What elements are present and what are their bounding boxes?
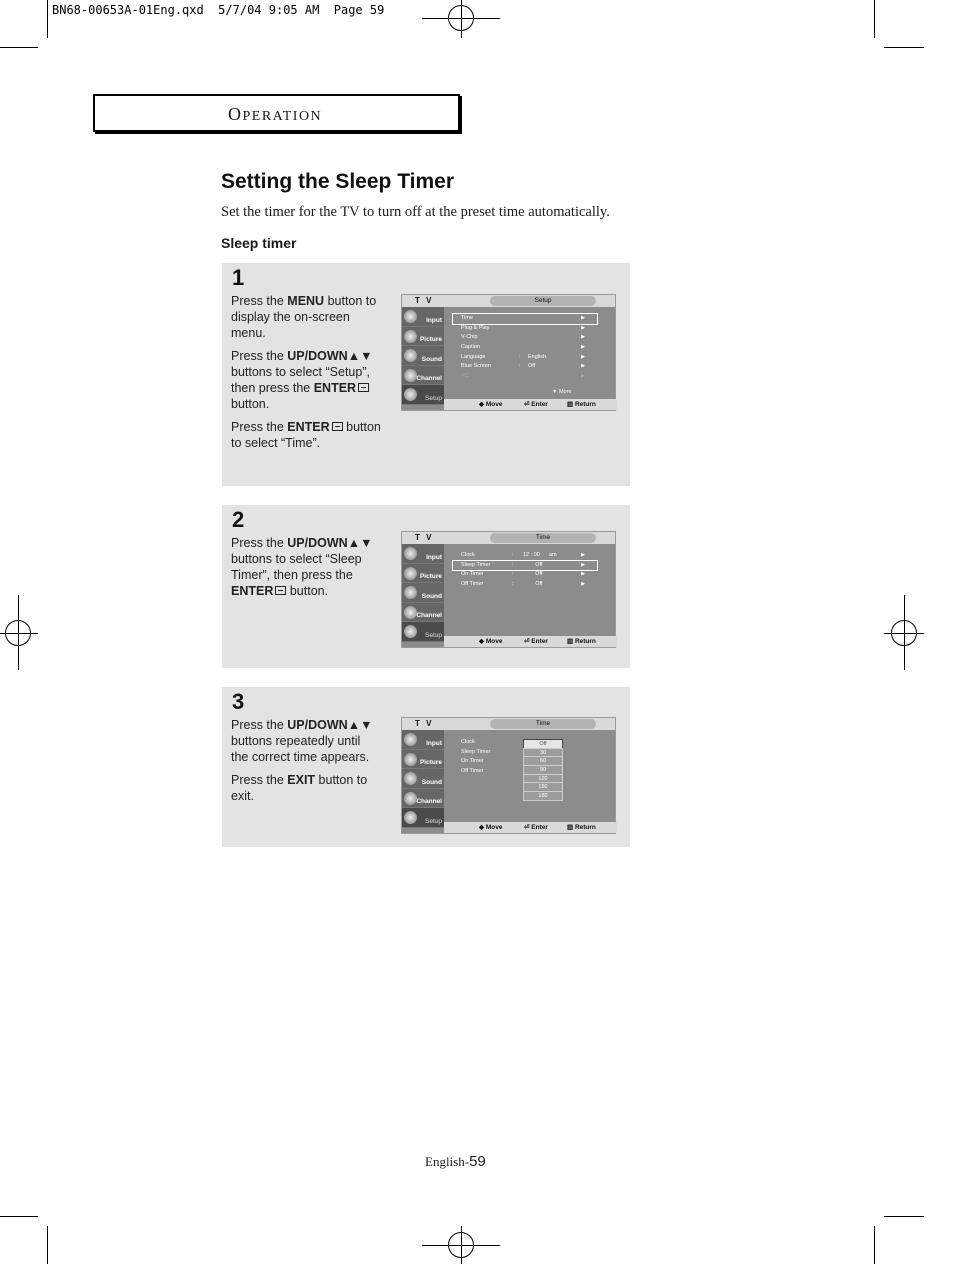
osd-item-input: Input [402,307,444,327]
dropdown-option: 120 [523,774,563,784]
picture-icon [404,567,417,580]
osd-button-bar: ◆ Move ⏎ Enter ▥ Return [444,822,617,833]
osd-row: On Timer : Off ▶ [461,571,585,578]
input-icon [404,733,417,746]
picture-icon [404,753,417,766]
step-number: 3 [232,689,245,714]
osd-item-setup: Setup [402,808,444,828]
osd-sidebar [402,307,444,405]
tv-osd-time-menu [401,531,616,648]
picture-icon [404,330,417,343]
osd-button-bar: ◆ Move ⏎ Enter ▥ Return [444,399,617,410]
osd-row: Sleep Timer : Off ▶ [453,561,597,571]
osd-item-sound: Sound [402,346,444,366]
crop-mark [874,0,875,38]
step-2 [222,505,630,668]
osd-row: Caption ▶ [461,344,585,351]
osd-item-picture: Picture [402,750,444,770]
subheading: Sleep timer [221,235,297,251]
osd-title: Setup [490,296,596,306]
osd-more: ▼ More [552,389,572,395]
osd-item-setup: Setup [402,622,444,642]
page-title: Setting the Sleep Timer [221,170,454,193]
step-1 [222,263,630,486]
osd-button-bar: ◆ Move ⏎ Enter ▥ Return [444,636,617,647]
sleep-timer-dropdown [523,739,563,800]
osd-row: Clock [461,739,475,745]
osd-item-picture: Picture [402,564,444,584]
tv-osd-sleep-timer-menu [401,717,616,834]
up-down-arrows-icon: ▲▼ [347,349,373,363]
osd-item-setup: Setup [402,385,444,405]
osd-item-input: Input [402,730,444,750]
setup-icon [404,388,417,401]
osd-tv-label: T V [415,719,434,728]
osd-list [453,551,597,590]
step-instructions: Press the UP/DOWN▲▼ buttons to select “Sleep Timer”, then press the ENTER button. [231,536,373,598]
dropdown-option: Off [523,739,563,749]
crop-mark [0,47,38,48]
enter-icon [358,383,369,392]
step-3 [222,687,630,847]
up-down-arrows-icon: ▲▼ [347,718,373,732]
osd-item-sound: Sound [402,583,444,603]
osd-row: PC ▶ [461,373,585,380]
step-number: 2 [232,507,245,532]
osd-title: Time [490,533,596,543]
osd-sidebar [402,544,444,642]
channel-icon [404,606,417,619]
osd-item-channel: Channel [402,366,444,386]
step-instructions: Press the MENU button to display the on-screen menu. Press the UP/DOWN▲▼ buttons to select “Setup”, then press the ENTER button. Press the ENTER button to select “Time”. [231,294,381,450]
crop-mark [884,1216,924,1217]
osd-row: Off Timer [461,768,484,775]
osd-row: Time ▶ [453,314,597,324]
page-number: 59 [469,1153,486,1170]
enter-icon [332,422,343,431]
crop-mark [884,47,924,48]
page-footer: English-59 [425,1153,486,1170]
dropdown-option: 90 [523,765,563,775]
setup-icon [404,625,417,638]
dropdown-option: 150 [523,782,563,792]
section-header: OPERATION [93,94,460,132]
channel-icon [404,369,417,382]
up-down-arrows-icon: ▲▼ [347,536,373,550]
osd-row: V-Chip ▶ [461,334,585,341]
osd-row: Language : English ▶ [461,353,585,360]
osd-row: Plug & Play ▶ [461,324,585,331]
crop-mark [0,1216,38,1217]
step-instructions: Press the UP/DOWN▲▼ buttons repeatedly until the correct time appears. Press the EXIT button to exit. [231,718,373,803]
input-icon [404,547,417,560]
osd-row: Blue Screen : Off ▶ [461,363,585,370]
osd-row: Sleep Timer [461,748,491,755]
enter-icon [275,586,286,595]
osd-item-sound: Sound [402,769,444,789]
osd-tv-label: T V [415,296,434,305]
step-number: 1 [232,265,245,290]
osd-list [453,314,597,382]
dropdown-option: 180 [523,791,563,801]
dropdown-option: 30 [523,748,563,758]
channel-icon [404,792,417,805]
osd-row: Off Timer : Off ▶ [461,581,585,588]
osd-item-input: Input [402,544,444,564]
osd-item-channel: Channel [402,603,444,623]
sound-icon [404,349,417,362]
osd-row: On Timer [461,758,484,765]
print-slug: BN68-00653A-01Eng.qxd 5/7/04 9:05 AM Page 59 [52,3,385,17]
crop-mark [874,1226,875,1264]
crop-mark [47,1226,48,1264]
crop-mark [47,0,48,38]
osd-item-picture: Picture [402,327,444,347]
osd-row: Clock : 12 : 00 am ▶ [461,552,585,558]
sound-icon [404,772,417,785]
intro-text: Set the timer for the TV to turn off at the preset time automatically. [221,204,610,220]
setup-icon [404,811,417,824]
osd-item-channel: Channel [402,789,444,809]
osd-title: Time [490,719,596,729]
input-icon [404,310,417,323]
sound-icon [404,586,417,599]
osd-sidebar [402,730,444,828]
osd-tv-label: T V [415,533,434,542]
tv-osd-setup-menu [401,294,616,411]
dropdown-option: 60 [523,756,563,766]
